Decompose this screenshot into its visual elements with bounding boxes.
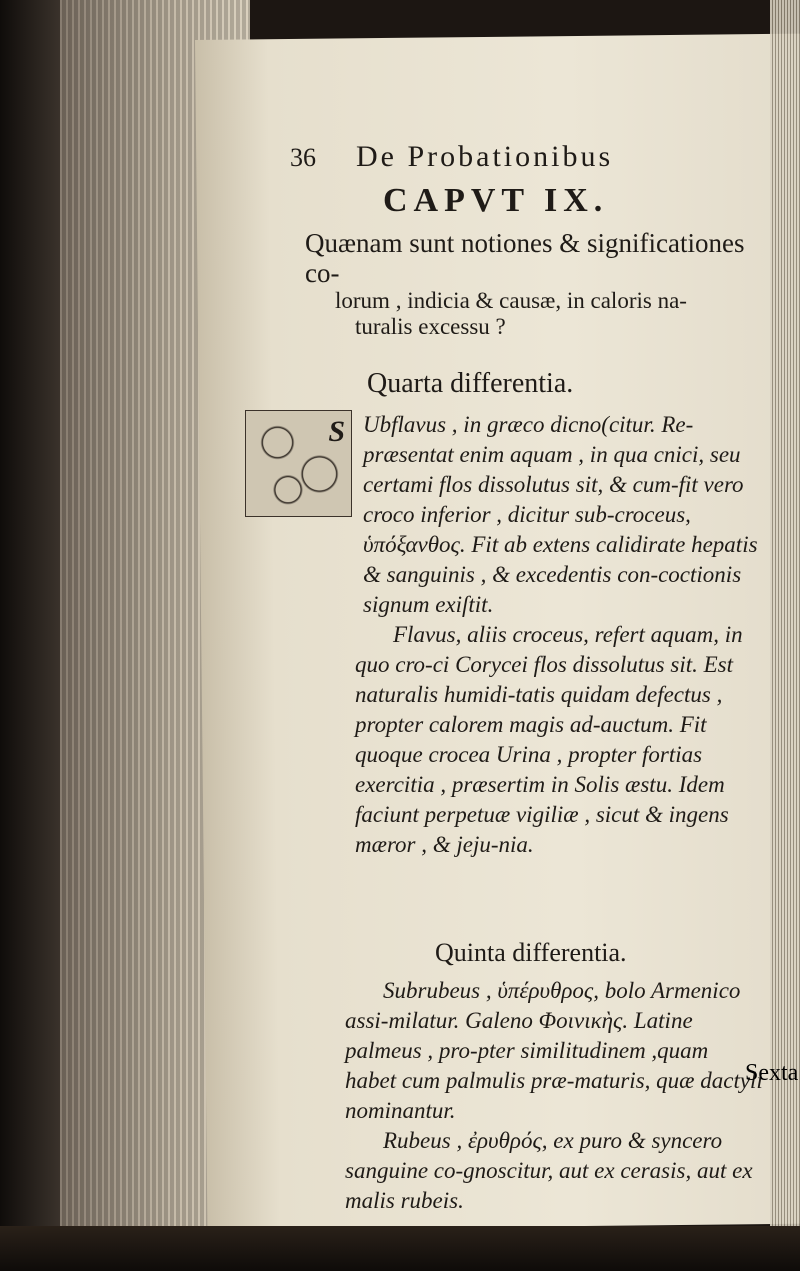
- page-number: 36: [290, 143, 316, 172]
- catchword: Sexta: [745, 1060, 799, 1086]
- section-title-quinta: Quinta differentia.: [435, 938, 627, 967]
- decorative-initial-image: [245, 410, 352, 517]
- running-title: De Probationibus: [356, 140, 614, 173]
- paragraph-quinta-2: Rubeus , ἐρυθρός, ex puro & syncero sanguine co-gnoscitur, aut ex cerasis, aut ex malis rubeis.: [345, 1128, 753, 1213]
- paragraph-quarta-1: Ubflavus , in græco dicno(citur. Re-præsentat enim aquam , in qua cnici, seu certami flos dissolutus sit, & cum-fit vero croco inferior , dicitur sub-croceus, ὑπόξανθος. Fit ab extens calidirate hepatis & sanguinis , & excedentis con-coctionis signum exiſtit.: [363, 412, 758, 617]
- initial-letter-icon: S: [328, 415, 345, 448]
- book-binding-shadow: [0, 0, 60, 1271]
- question-line-2: lorum , indicia & causæ, in caloris na-: [335, 288, 687, 313]
- question-line-3: turalis excessu ?: [355, 314, 506, 339]
- section-title-quarta: Quarta differentia.: [367, 368, 574, 399]
- paragraph-quarta-2: Flavus, aliis croceus, refert aquam, in quo cro-ci Corycei flos dissolutus sit. Est naturalis humidi-tatis quidam defectus , propter calorem magis ad-auctum. Fit quoque crocea Urina , propter fortias exercitia , præsertim in Solis æstu. Idem faciunt perpetuæ vigiliæ , sicut & ingens mæror , & jeju-nia.: [355, 622, 743, 857]
- paragraph-quinta-1: Subrubeus , ὑπέρυθρος, bolo Armenico assi-milatur. Galeno Φοινικὴς. Latine palmeus , pro-pter similitudinem ,quam habet cum palmulis præ-maturis, quæ dactyli nominantur.: [345, 978, 763, 1123]
- chapter-heading: CAPVT IX.: [383, 182, 609, 219]
- bottom-shadow: [0, 1226, 800, 1271]
- page-text: [290, 140, 765, 1216]
- question-line-1: Quænam sunt notiones & significationes co-: [305, 228, 745, 288]
- running-header: [290, 140, 765, 174]
